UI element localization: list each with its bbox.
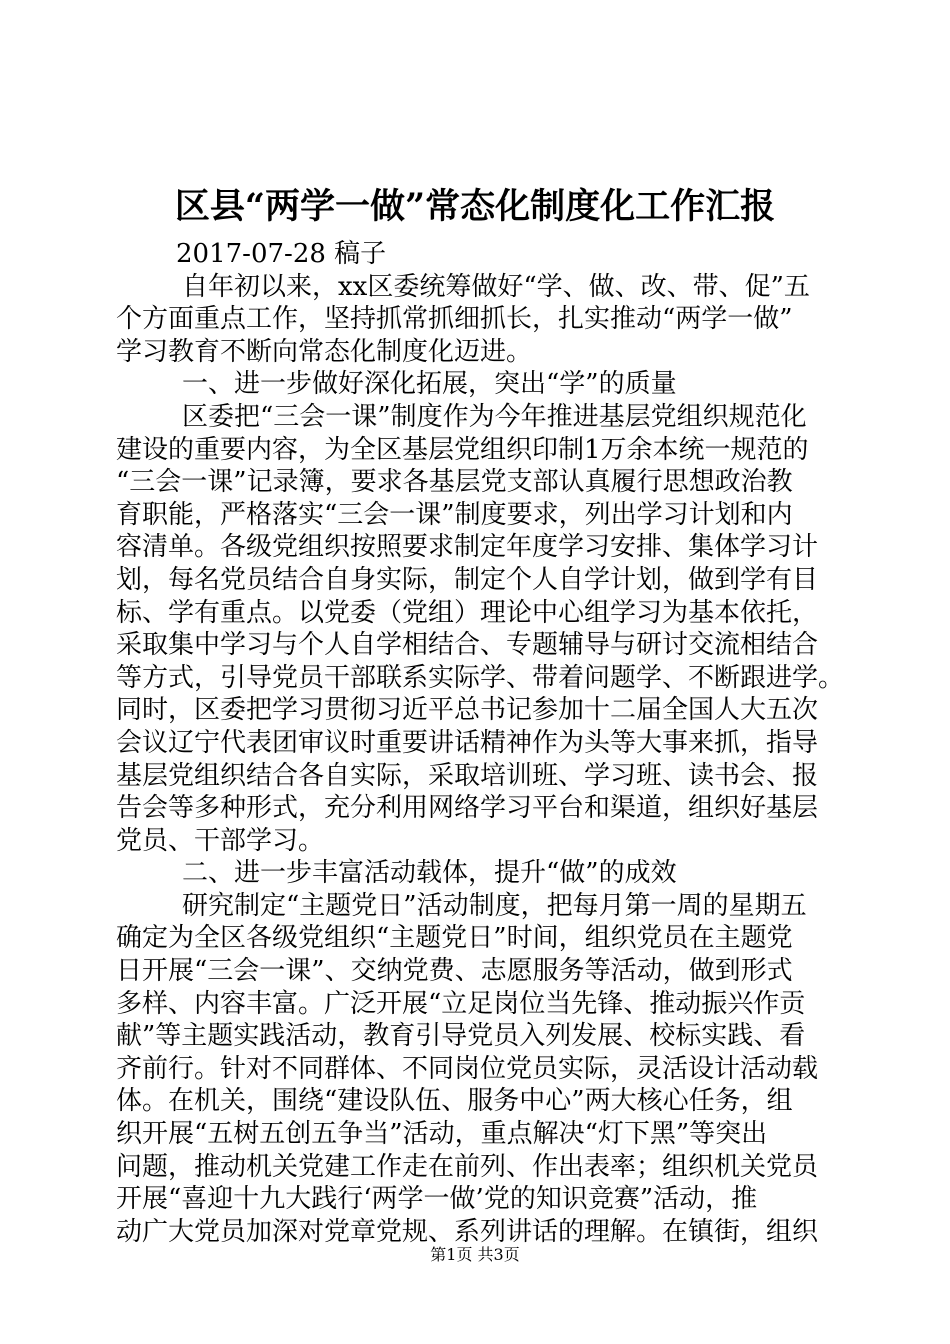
paragraph-line: 等方式，引导党员干部联系实际学、带着问题学、不断跟进学。 — [116, 662, 845, 693]
paragraph-line: 同时，区委把学习贯彻习近平总书记参加十二届全国人大五次 — [116, 695, 819, 726]
section-heading-1: 一、进一步做好深化拓展，突出“学”的质量 — [182, 369, 677, 400]
paragraph-line: 标、学有重点。以党委（党组）理论中心组学习为基本依托， — [116, 597, 819, 628]
paragraph-line: “三会一课”记录簿，要求各基层党支部认真履行思想政治教 — [116, 467, 793, 498]
paragraph-line: 建设的重要内容，为全区基层党组织印制1万余本统一规范的 — [116, 434, 809, 465]
paragraph-line: 学习教育不断向常态化制度化迈进。 — [116, 336, 533, 367]
paragraph-line: 献”等主题实践活动，教育引导党员入列发展、校标实践、看 — [116, 1021, 806, 1052]
section-heading-2: 二、进一步丰富活动载体，提升“做”的成效 — [182, 858, 677, 889]
paragraph-line: 采取集中学习与个人自学相结合、专题辅导与研讨交流相结合 — [116, 630, 819, 661]
paragraph-line: 党员、干部学习。 — [116, 825, 325, 856]
document-title: 区县“两学一做”常态化制度化工作汇报 — [174, 186, 776, 227]
paragraph-line: 多样、内容丰富。广泛开展“立足岗位当先锋、推动振兴作贡 — [116, 988, 806, 1019]
paragraph-line: 动广大党员加深对党章党规、系列讲话的理解。在镇街，组织 — [116, 1216, 819, 1247]
paragraph-line: 自年初以来，xx区委统筹做好“学、做、改、带、促”五 — [182, 271, 810, 302]
paragraph-line: 个方面重点工作，坚持抓常抓细抓长，扎实推动“两学一做” — [116, 304, 793, 335]
paragraph-line: 研究制定“主题党日”活动制度，把每月第一周的星期五 — [182, 890, 807, 921]
date-source-line: 2017-07-28 稿子 — [176, 239, 387, 269]
paragraph-line: 容清单。各级党组织按照要求制定年度学习安排、集体学习计 — [116, 532, 819, 563]
paragraph-line: 开展“喜迎十九大践行‘两学一做’党的知识竞赛”活动，推 — [116, 1184, 758, 1215]
paragraph-line: 齐前行。针对不同群体、不同岗位党员实际，灵活设计活动载 — [116, 1053, 819, 1084]
paragraph-line: 区委把“三会一课”制度作为今年推进基层党组织规范化 — [182, 401, 807, 432]
paragraph-line: 基层党组织结合各自实际，采取培训班、学习班、读书会、报 — [116, 760, 819, 791]
paragraph-line: 问题，推动机关党建工作走在前列、作出表率；组织机关党员 — [116, 1151, 819, 1182]
paragraph-line: 确定为全区各级党组织“主题党日”时间，组织党员在主题党 — [116, 923, 793, 954]
paragraph-line: 告会等多种形式，充分利用网络学习平台和渠道，组织好基层 — [116, 793, 819, 824]
document-body — [116, 238, 844, 1248]
page-number-footer: 第1页 共3页 — [430, 1245, 520, 1264]
paragraph-line: 日开展“三会一课”、交纳党费、志愿服务等活动，做到形式 — [116, 956, 793, 987]
paragraph-line: 织开展“五树五创五争当”活动，重点解决“灯下黑”等突出 — [116, 1119, 768, 1150]
paragraph-line: 会议辽宁代表团审议时重要讲话精神作为头等大事来抓，指导 — [116, 727, 819, 758]
paragraph-line: 划，每名党员结合自身实际，制定个人自学计划，做到学有目 — [116, 564, 819, 595]
paragraph-line: 育职能，严格落实“三会一课”制度要求，列出学习计划和内 — [116, 499, 793, 530]
paragraph-line: 体。在机关，围绕“建设队伍、服务中心”两大核心任务，组 — [116, 1086, 793, 1117]
